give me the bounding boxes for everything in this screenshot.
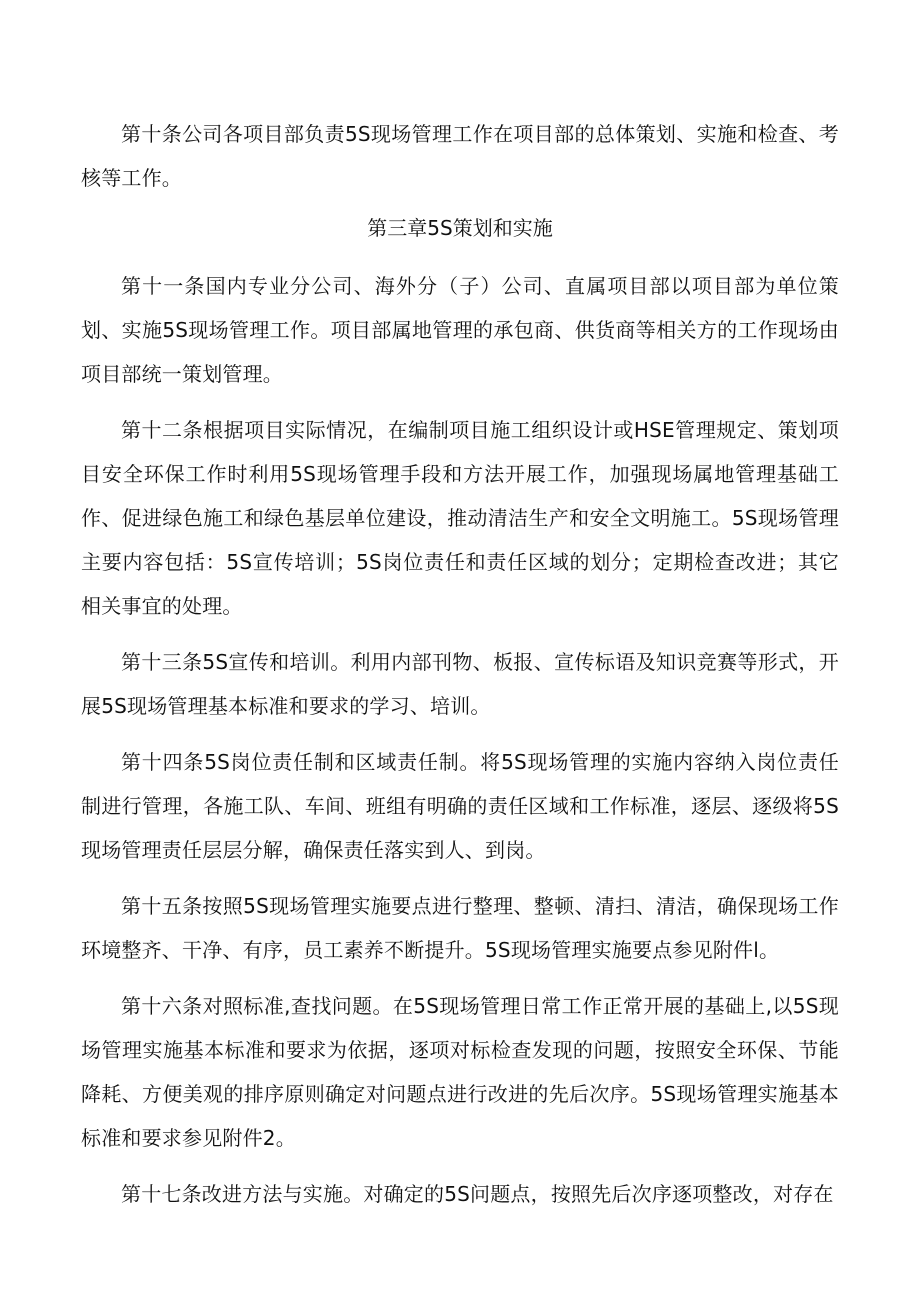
article-12-paragraph: 第十二条根据项目实际情况，在编制项目施工组织设计或HSE管理规定、策划项目安全环保工作时利用5S现场管理手段和方法开展工作，加强现场属地管理基础工作、促进绿色施工和绿色基层单位建设，推动清洁生产和安全文明施工。5S现场管理主要内容包括：5S宣传培训；5S岗位责任和责任区域的划分；定期检查改进；其它相关事宜的处理。 — [81, 418, 839, 618]
article-14-paragraph: 第十四条5S岗位责任制和区域责任制。将5S现场管理的实施内容纳入岗位责任制进行管理，各施工队、车间、班组有明确的责任区域和工作标准，逐层、逐级将5S现场管理责任层层分解，确保责任落实到人、到岗。 — [81, 750, 839, 862]
article-15-paragraph: 第十五条按照5S现场管理实施要点进行整理、整顿、清扫、清洁，确保现场工作环境整齐、干净、有序，员工素养不断提升。5S现场管理实施要点参见附件l。 — [81, 894, 839, 962]
article-11-paragraph: 第十一条国内专业分公司、海外分（子）公司、直属项目部以项目部为单位策划、实施5S现场管理工作。项目部属地管理的承包商、供货商等相关方的工作现场由项目部统一策划管理。 — [81, 274, 839, 386]
article-13-paragraph: 第十三条5S宣传和培训。利用内部刊物、板报、宣传标语及知识竞赛等形式，开展5S现场管理基本标准和要求的学习、培训。 — [81, 650, 839, 718]
article-16-paragraph: 第十六条对照标准,查找问题。在5S现场管理日常工作正常开展的基础上,以5S现场管理实施基本标准和要求为依据，逐项对标检查发现的问题，按照安全环保、节能降耗、方便美观的排序原则确定对问题点进行改进的先后次序。5S现场管理实施基本标准和要求参见附件2。 — [81, 994, 839, 1150]
document-page — [81, 112, 839, 1216]
article-10-paragraph: 第十条公司各项目部负责5S现场管理工作在项目部的总体策划、实施和检查、考核等工作。 — [81, 122, 839, 190]
article-17-paragraph: 第十七条改进方法与实施。对确定的5S问题点，按照先后次序逐项整改，对存在 — [121, 1182, 834, 1206]
chapter-3-heading: 第三章5S策划和实施 — [367, 216, 553, 240]
